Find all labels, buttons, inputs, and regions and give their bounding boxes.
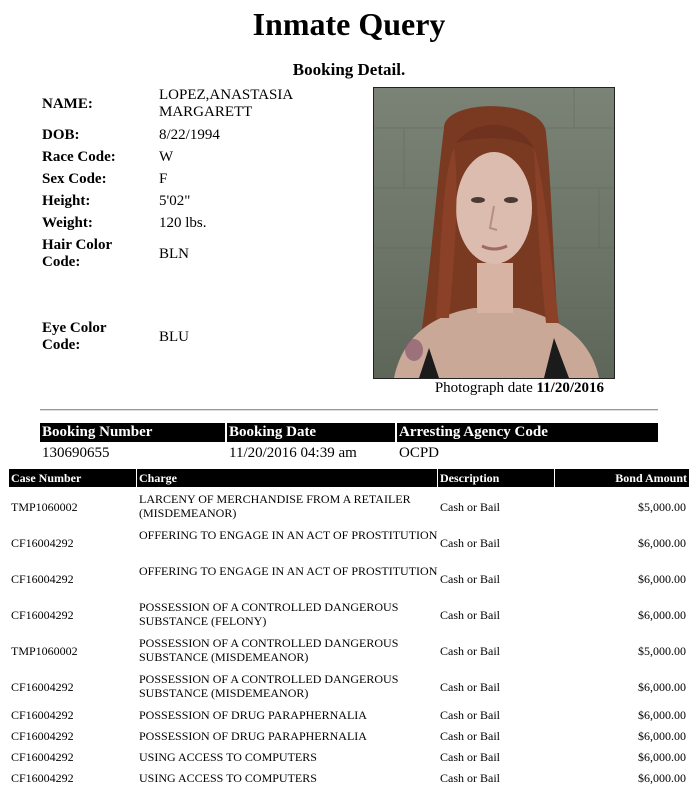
description-cell: Cash or Bail [440, 644, 500, 658]
bond-amount-cell: $5,000.00 [638, 500, 686, 514]
section-divider [40, 409, 658, 411]
race-value: W [159, 149, 174, 165]
weight-label: Weight: [42, 215, 93, 231]
case-number-cell: CF16004292 [11, 572, 74, 586]
description-header: Description [438, 469, 554, 487]
case-number-cell: CF16004292 [11, 536, 74, 550]
photo-caption [373, 380, 604, 397]
arresting-agency-value: OCPD [399, 445, 440, 461]
bond-amount-cell: $6,000.00 [638, 708, 686, 722]
case-number-cell: CF16004292 [11, 608, 74, 622]
hair-value: BLN [159, 246, 189, 262]
bond-amount-cell: $6,000.00 [638, 572, 686, 586]
bond-amount-cell: $6,000.00 [638, 750, 686, 764]
charge-cell: LARCENY OF MERCHANDISE FROM A RETAILER (MISDEMEANOR) [139, 492, 411, 520]
bond-amount-cell: $6,000.00 [638, 729, 686, 743]
description-cell: Cash or Bail [440, 750, 500, 764]
charge-cell: USING ACCESS TO COMPUTERS [139, 771, 317, 785]
case-number-cell: CF16004292 [11, 708, 74, 722]
case-number-cell: TMP1060002 [11, 644, 78, 658]
page-title: Inmate Query [252, 6, 446, 42]
eye-value: BLU [159, 329, 189, 345]
case-number-cell: CF16004292 [11, 750, 74, 764]
bond-amount-cell: $6,000.00 [638, 771, 686, 785]
charge-cell: POSSESSION OF A CONTROLLED DANGEROUS SUBSTANCE (MISDEMEANOR) [139, 636, 399, 664]
description-cell: Cash or Bail [440, 500, 500, 514]
photo-date: 11/20/2016 [536, 380, 604, 396]
dob-value: 8/22/1994 [159, 127, 220, 143]
bond-amount-cell: $6,000.00 [638, 680, 686, 694]
charge-cell: OFFERING TO ENGAGE IN AN ACT OF PROSTITUTION [139, 528, 438, 542]
name-value: LOPEZ,ANASTASIA MARGARETT [159, 87, 293, 120]
description-cell: Cash or Bail [440, 729, 500, 743]
weight-value: 120 lbs. [159, 215, 207, 231]
booking-number-header: Booking Number [40, 423, 225, 442]
eye-label: Eye Color Code: [42, 320, 107, 353]
charge-cell: POSSESSION OF A CONTROLLED DANGEROUS SUBSTANCE (MISDEMEANOR) [139, 672, 399, 700]
description-cell: Cash or Bail [440, 608, 500, 622]
case-number-header: Case Number [9, 469, 136, 487]
charge-header: Charge [137, 469, 437, 487]
bond-amount-cell: $6,000.00 [638, 608, 686, 622]
description-cell: Cash or Bail [440, 708, 500, 722]
hair-label: Hair Color Code: [42, 237, 112, 270]
bond-amount-header: Bond Amount [555, 469, 689, 487]
charge-cell: OFFERING TO ENGAGE IN AN ACT OF PROSTITUTION [139, 564, 438, 578]
description-cell: Cash or Bail [440, 680, 500, 694]
case-number-cell: CF16004292 [11, 729, 74, 743]
bond-amount-cell: $6,000.00 [638, 536, 686, 550]
case-number-cell: TMP1060002 [11, 500, 78, 514]
description-cell: Cash or Bail [440, 572, 500, 586]
race-label: Race Code: [42, 149, 116, 165]
height-label: Height: [42, 193, 91, 209]
charge-cell: POSSESSION OF DRUG PARAPHERNALIA [139, 729, 367, 743]
bond-amount-cell: $5,000.00 [638, 644, 686, 658]
height-value: 5'02" [159, 193, 191, 209]
booking-date-value: 11/20/2016 04:39 am [229, 445, 357, 461]
booking-number-value: 130690655 [42, 445, 110, 461]
charge-cell: USING ACCESS TO COMPUTERS [139, 750, 317, 764]
name-label: NAME: [42, 96, 93, 112]
dob-label: DOB: [42, 127, 80, 143]
sex-value: F [159, 171, 168, 187]
description-cell: Cash or Bail [440, 536, 500, 550]
inmate-photo [373, 87, 615, 379]
charge-cell: POSSESSION OF DRUG PARAPHERNALIA [139, 708, 367, 722]
case-number-cell: CF16004292 [11, 680, 74, 694]
description-cell: Cash or Bail [440, 771, 500, 785]
case-number-cell: CF16004292 [11, 771, 74, 785]
arresting-agency-header: Arresting Agency Code [397, 423, 658, 442]
page-subtitle: Booking Detail. [292, 60, 406, 79]
charge-cell: POSSESSION OF A CONTROLLED DANGEROUS SUBSTANCE (FELONY) [139, 600, 399, 628]
photo-caption-prefix: Photograph date [434, 380, 533, 396]
sex-label: Sex Code: [42, 171, 107, 187]
mugshot-icon [374, 88, 614, 378]
booking-date-header: Booking Date [227, 423, 395, 442]
